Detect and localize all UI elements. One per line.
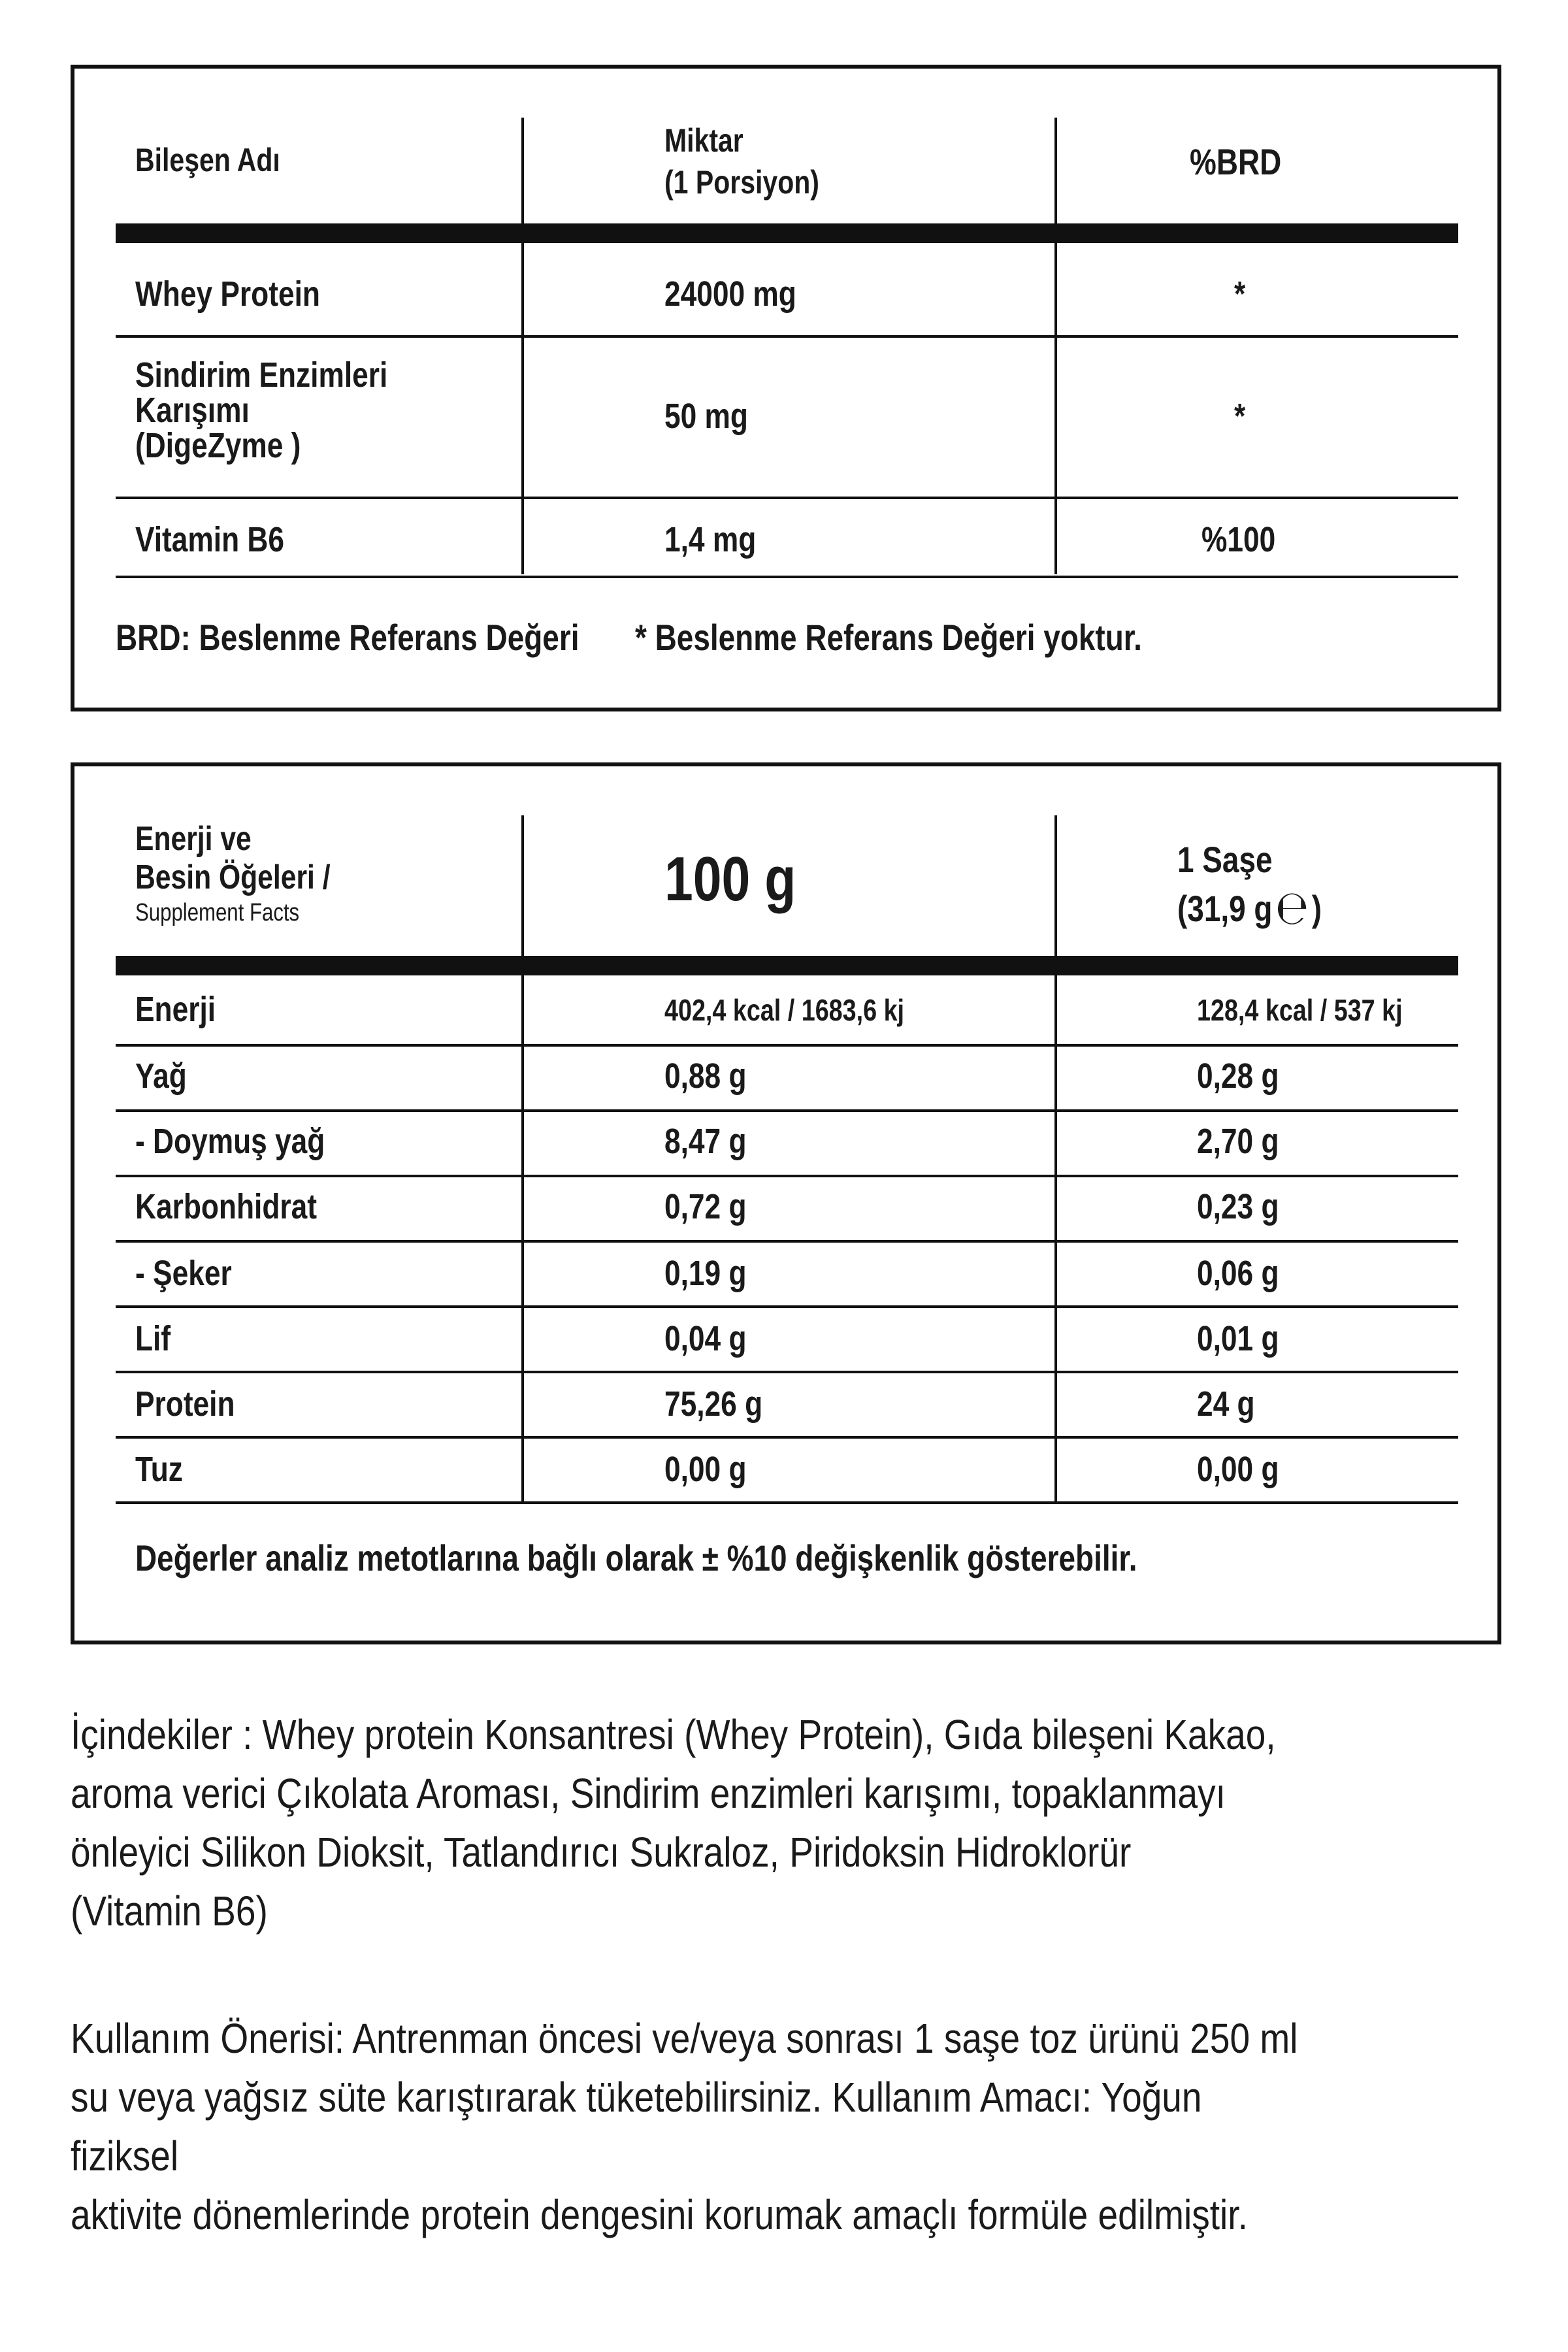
header-per-100g: 100 g [664,844,796,914]
row-amount: 1,4 mg [664,520,757,559]
nutrient-per100: 0,19 g [664,1254,747,1293]
nutrient-name: Yağ [135,1056,187,1096]
row-brd: * [1234,274,1246,314]
variance-footnote: Değerler analiz metotlarına bağlı olarak ± %10 değişkenlik gösterebilir. [135,1537,1137,1578]
nutrient-name: Tuz [135,1450,183,1489]
nutrient-per-serving: 128,4 kcal / 537 kj [1197,993,1403,1027]
nutrient-per-serving: 0,01 g [1197,1319,1279,1358]
row-divider [116,1305,1458,1308]
header-per-sachet-line2 [1177,880,1322,935]
ingredients-line: (Vitamin B6) [71,1887,268,1935]
header-amount-line1: Miktar [664,122,743,159]
column-divider [521,815,524,1501]
nutrient-name: - Şeker [135,1254,232,1293]
row-brd: %100 [1201,520,1276,559]
header-energy-line1: Enerji ve [135,820,252,858]
row-divider [116,1436,1458,1439]
header-rule [116,223,1458,243]
row-divider [116,1371,1458,1373]
nutrient-per100: 75,26 g [664,1384,763,1424]
row-divider [116,335,1458,338]
nutrient-name: Enerji [135,990,216,1029]
nutrient-per-serving: 0,06 g [1197,1254,1279,1293]
header-brd: %BRD [1190,141,1282,182]
nutrient-per100: 402,4 kcal / 1683,6 kj [664,993,905,1027]
row-name: Whey Protein [135,274,320,314]
row-divider [116,497,1458,499]
column-divider [521,118,524,574]
row-amount: 50 mg [664,397,748,436]
nutrient-per100: 8,47 g [664,1122,747,1161]
row-brd: * [1234,397,1246,436]
ingredients-line: aroma verici Çıkolata Aroması, Sindirim enzimleri karışımı, topaklanmayı [71,1770,1226,1817]
header-energy-line2: Besin Öğeleri / [135,858,331,896]
usage-line: su veya yağsız süte karıştırarak tüketebilirsiniz. Kullanım Amacı: Yoğun fiziksel [71,2074,1202,2180]
brd-footnote: BRD: Beslenme Referans Değeri [116,617,580,658]
row-divider [116,1240,1458,1243]
estimated-sign-icon: ℮ [1275,880,1309,935]
ingredients-line: önleyici Silikon Dioksit, Tatlandırıcı Sukraloz, Piridoksin Hidroklorür [71,1829,1132,1876]
row-divider [116,1109,1458,1112]
row-name: Sindirim Enzimleri [135,355,388,395]
ingredients-paragraph [71,1705,1307,1940]
header-component-name: Bileşen Adı [135,142,280,178]
nutrient-per-serving: 0,28 g [1197,1056,1279,1096]
row-name: Karışımı [135,391,250,430]
row-name: Vitamin B6 [135,520,285,559]
nutrient-name: - Doymuş yağ [135,1122,325,1161]
header-per-sachet-line1: 1 Saşe [1177,839,1273,880]
header-supplement-facts: Supplement Facts [135,899,300,926]
usage-line: aktivite dönemlerinde protein dengesini korumak amaçlı formüle edilmiştir. [71,2191,1248,2238]
header-amount-line2: (1 Porsiyon) [664,164,819,201]
row-name: (DigeZyme ) [135,426,301,465]
nutrient-name: Karbonhidrat [135,1187,317,1226]
row-divider [116,576,1458,578]
nutrient-per100: 0,72 g [664,1187,747,1226]
nutrient-per100: 0,04 g [664,1319,747,1358]
header-rule [116,956,1458,975]
ingredient-amounts-panel [71,65,1501,711]
nutrition-facts-panel [71,762,1501,1644]
row-divider [116,1175,1458,1177]
usage-paragraph [71,2009,1307,2244]
serving-size-close: ) [1311,888,1322,929]
ingredients-line: İçindekiler : Whey protein Konsantresi (Whey Protein), Gıda bileşeni Kakao, [71,1711,1276,1758]
no-brd-footnote: * Beslenme Referans Değeri yoktur. [635,617,1142,658]
column-divider [1054,118,1057,574]
usage-line: Kullanım Önerisi: Antrenman öncesi ve/veya sonrası 1 saşe toz ürünü 250 ml [71,2015,1298,2062]
column-divider [1054,815,1057,1501]
nutrient-per-serving: 2,70 g [1197,1122,1279,1161]
nutrient-per-serving: 24 g [1197,1384,1255,1424]
nutrient-per-serving: 0,23 g [1197,1187,1279,1226]
nutrient-name: Lif [135,1319,171,1358]
nutrient-per-serving: 0,00 g [1197,1450,1279,1489]
nutrient-name: Protein [135,1384,235,1424]
nutrient-per100: 0,00 g [664,1450,747,1489]
serving-size-text: (31,9 g [1177,888,1273,929]
row-divider [116,1044,1458,1047]
row-amount: 24000 mg [664,274,796,314]
nutrient-per100: 0,88 g [664,1056,747,1096]
row-divider [116,1501,1458,1504]
